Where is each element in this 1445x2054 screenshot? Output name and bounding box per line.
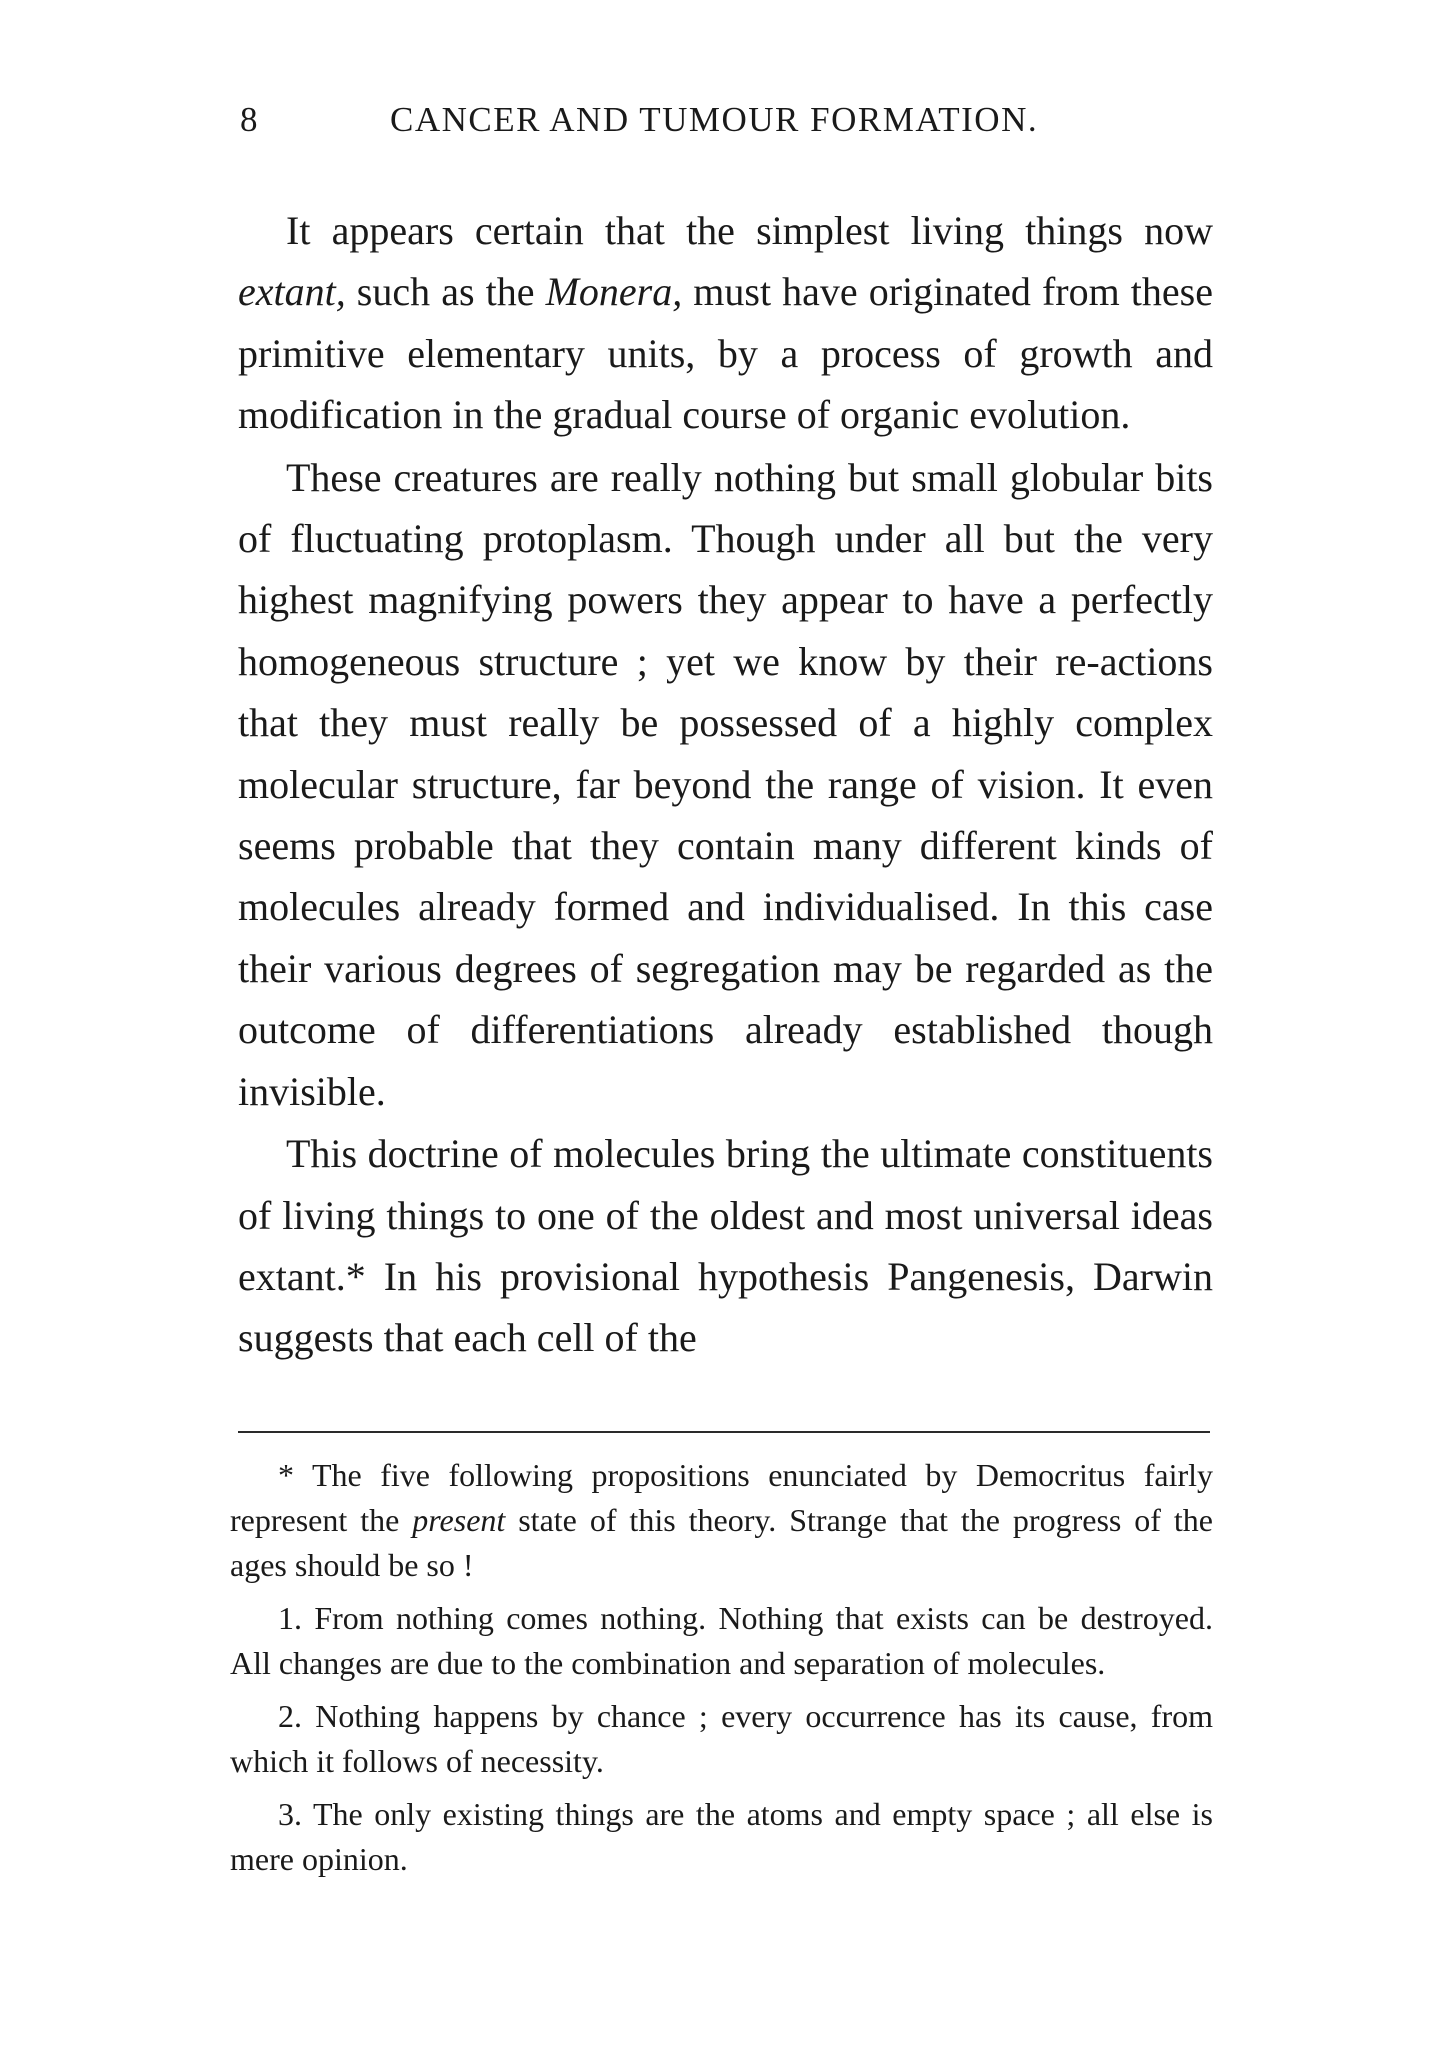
- running-head: [240, 100, 1240, 160]
- italic-present: present: [412, 1502, 506, 1538]
- footnote-intro-text-a: * The five following propositions enunciated by Democritus fairly represent the: [230, 1457, 1213, 1538]
- footnote-intro: [230, 1453, 1213, 1588]
- paragraph-1-text-a: It appears certain that the simplest living things now: [286, 208, 1213, 253]
- footnote-item-3: 3. The only existing things are the atoms and empty space ; all else is mere opinion.: [230, 1796, 1213, 1877]
- page-number: 8: [240, 100, 259, 139]
- paragraph-2: These creatures are really nothing but small globular bits of fluctuating protoplasm. Though under all but the very highest magnifying powers they appear to have a perfectly homogeneous structure ; yet we know by their re-actions that they must really be possessed of a highly complex molecular structure, far beyond the range of vision. It even seems probable that they contain many different kinds of molecules already formed and individualised. In this case their various degrees of segregation may be regarded as the outcome of differentiations already established though invisible.: [238, 454, 1213, 1114]
- paragraph-1-text-b: such as the: [345, 269, 546, 315]
- paragraph-1: [238, 200, 1213, 446]
- paragraph-3: This doctrine of molecules bring the ultimate constituents of living things to one of the oldest and most universal ideas extant.* In his provisional hypothesis Pangenesis, Darwin suggests that each cell of the: [238, 1131, 1213, 1361]
- footnote-divider: [238, 1431, 1210, 1433]
- footnote-item-1: 1. From nothing comes nothing. Nothing that exists can be destroyed. All changes are due to the combination and separation of molecules.: [230, 1600, 1213, 1681]
- italic-extant: extant,: [238, 269, 346, 315]
- footnote-item-2: 2. Nothing happens by chance ; every occurrence has its cause, from which it follows of necessity.: [230, 1698, 1213, 1779]
- footnote-intro-text-b: state of this theory. Strange that the progress of the ages should be so !: [230, 1502, 1214, 1583]
- paragraph-1-text-c: must have originated from these primitive elementary units, by a process of growth and modification in the gradual course of organic evolution.: [238, 269, 1213, 438]
- footnotes: [230, 1453, 1213, 1890]
- main-text: [238, 200, 1213, 1370]
- running-title: CANCER AND TUMOUR FORMATION.: [390, 100, 1039, 139]
- italic-monera: Monera,: [545, 269, 683, 315]
